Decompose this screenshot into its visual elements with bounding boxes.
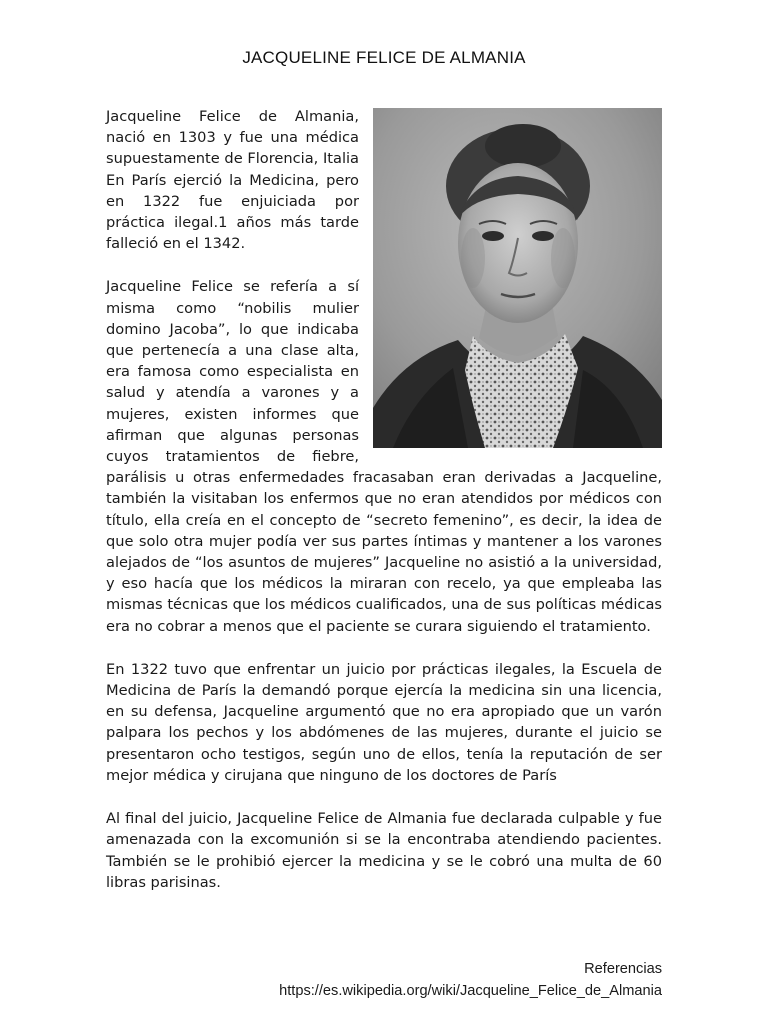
document-body: [106, 106, 662, 915]
paragraph-4: Al final del juicio, Jacqueline Felice de Almania fue declarada culpable y fue amenazada con la excomunión si se la encontraba atendiendo pacientes. También se le prohibió ejercer la medicina y se le cobró una multa de 60 libras parisinas.: [106, 810, 662, 891]
references-block: [279, 958, 662, 1002]
document-title: JACQUELINE FELICE DE ALMANIA: [242, 48, 526, 67]
paragraph-3: En 1322 tuvo que enfrentar un juicio por prácticas ilegales, la Escuela de Medicina de París la demandó porque ejercía la medicina sin una licencia, en su defensa, Jacqueline argumentó que no era apropiado que un varón palpara los pechos y los abdómenes de las mujeres, durante el juicio se presentaron ocho testigos, según uno de ellos, tenía la reputación de ser mejor médica y cirujana que ninguno de los doctores de París: [106, 660, 662, 784]
paragraph-2: Jacqueline Felice se refería a sí misma como “nobilis mulier domino Jacoba”, lo que indicaba que pertenecía a una clase alta, era famosa como especialista en salud y atendía a varones y a mujeres, existen informes que afirman que algunas personas cuyos tratamientos de fiebre, parálisis u otras enfermedades fracasaban eran derivadas a Jacqueline, también la visitaban los enfermos que no eran atendidos por médicos con título, ella creía en el concepto de “secreto femenino”, es decir, la idea de que solo otra mujer podía ver sus partes íntimas y mantener a los varones alejados de “los asuntos de mujeres” Jacqueline no asistió a la universidad, y eso hacía que los médicos la miraran con recelo, ya que empleaba las mismas técnicas que los médicos cualificados, una de sus políticas médicas era no cobrar a menos que el paciente se curara siguiendo el tratamiento.: [106, 278, 662, 635]
paragraph-1: Jacqueline Felice de Almania, nació en 1303 y fue una médica supuestamente de Florencia, Italia En París ejerció la Medicina, pero en 1322 fue enjuiciada por práctica ilegal.1 años más tarde falleció en el 1342.: [106, 108, 359, 253]
portrait-photo: [373, 108, 662, 448]
reference-link[interactable]: https://es.wikipedia.org/wiki/Jacqueline_Felice_de_Almania: [279, 983, 662, 999]
references-label: Referencias: [584, 961, 662, 977]
